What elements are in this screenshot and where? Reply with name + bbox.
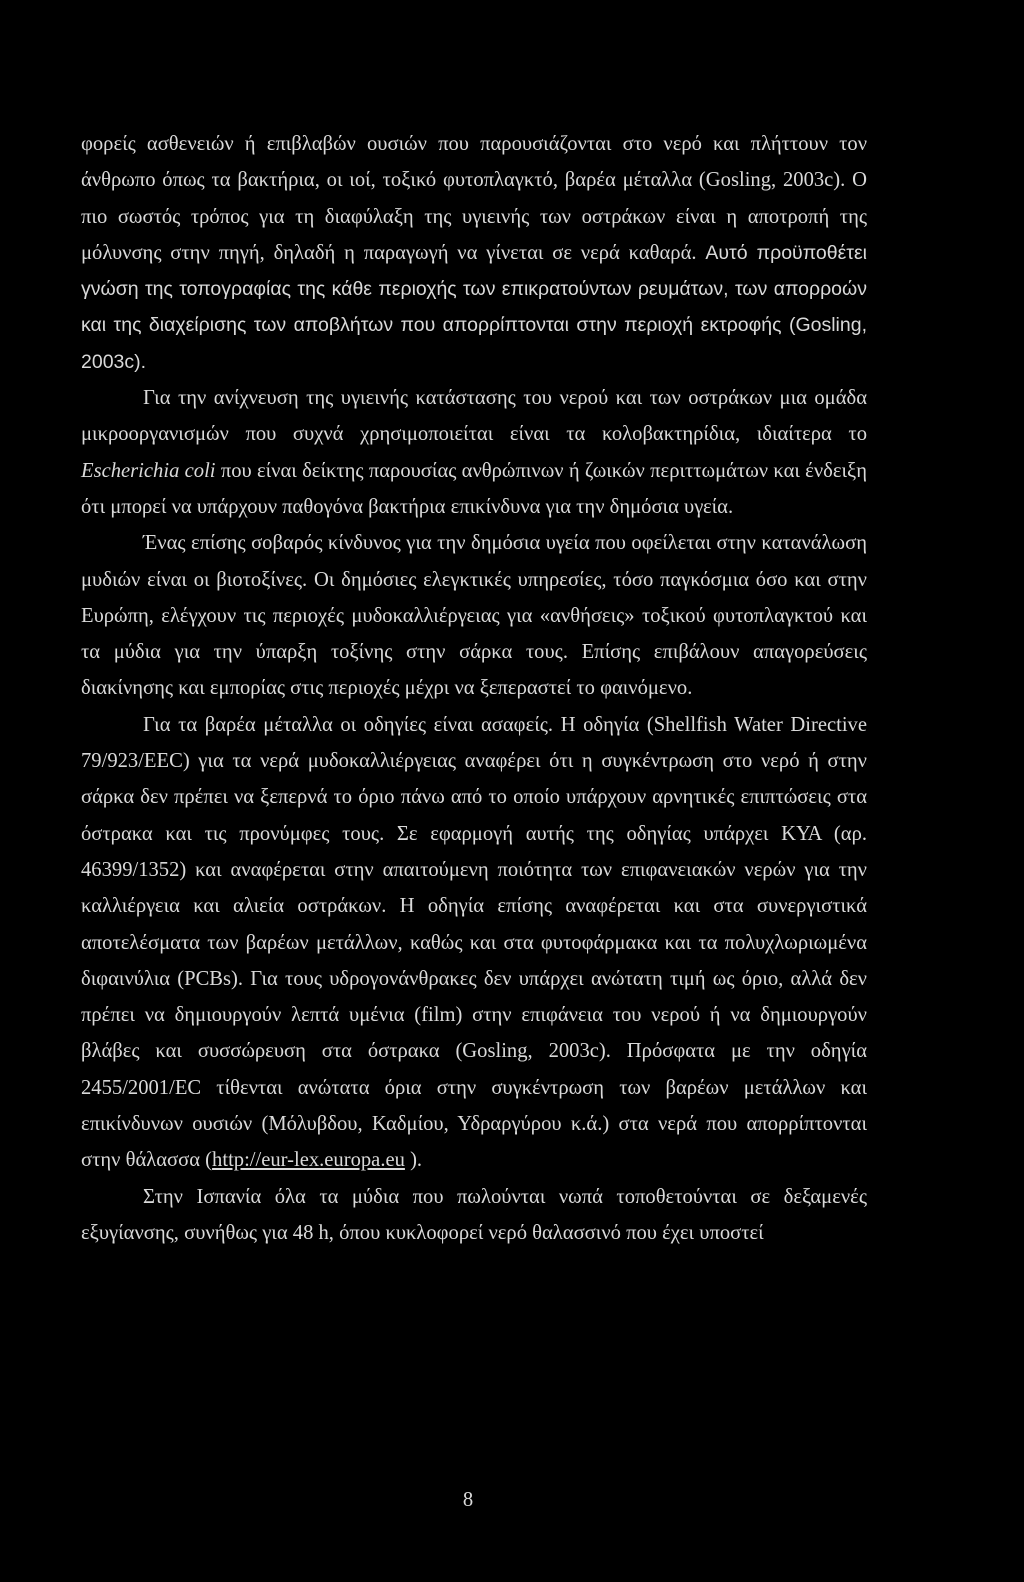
paragraph-4-text: Για τα βαρέα μέταλλα οι οδηγίες είναι ασαφείς. Η οδηγία (Shellfish Water Directive 79/923/EEC) για τα νερά μυδοκαλλιέργειας αναφέρει ότι η συγκέντρωση στο νερό ή στην σάρκα δεν πρέπει να ξεπερνά το όριο πάνω από το οποίο υπάρχουν αρνητικές επιπτώσεις στα όστρακα και τις προνύμφες τους. Σε εφαρμογή αυτής της οδηγίας υπάρχει ΚΥΑ (αρ. 46399/1352) και αναφέρεται στην απαιτούμενη ποιότητα των επιφανειακών νερών για την καλλιέργεια και αλιεία οστράκων. Η οδηγία επίσης αναφέρεται και στα συνεργιστικά αποτελέσματα των βαρέων μετάλλων, καθώς και στα φυτοφάρμακα και τα πολυχλωριωμένα διφαινύλια (PCBs). Για τους υδρογονάνθρακες δεν υπάρχει ανώτατη τιμή ως όριο, αλλά δεν πρέπει να δημιουργούν λεπτά υμένια (film) στην επιφάνεια του νερού ή να δημιουργούν βλάβες και συσσώρευση στα όστρακα (Gosling, 2003c). Πρόσφατα με την οδηγία 2455/2001/EC τίθενται ανώτατα όρια στην συγκέντρωση των βαρέων μετάλλων και επικίνδυνων ουσιών (Μόλυβδου, Καδμίου, Υδραργύρου κ.ά.) στα νερά που απορρίπτονται στην θάλασσα ( xyxy=(81,713,867,1172)
paragraph-3: Ένας επίσης σοβαρός κίνδυνος για την δημόσια υγεία που οφείλεται στην κατανάλωση μυδιών είναι οι βιοτοξίνες. Οι δημόσιες ελεγκτικές υπηρεσίες, τόσο παγκόσμια όσο και στην Ευρώπη, ελέγχουν τις περιοχές μυδοκαλλιέργειας για «ανθήσεις» τοξικού φυτοπλαγκτού και τα μύδια για την ύπαρξη τοξίνης στην σάρκα τους. Επίσης επιβάλουν απαγορεύσεις διακίνησης και εμπορίας στις περιοχές μέχρι να ξεπεραστεί το φαινόμενο. xyxy=(81,532,867,700)
paragraph-4-closing: ). xyxy=(404,1149,423,1172)
paragraph-1-part-a: φορείς ασθενειών ή επιβλαβών ουσιών που παρουσιάζονται στο νερό και πλήττουν τον άνθρωπο όπως τα βακτήρια, οι ιοί, τοξικό φυτοπλαγκτό, βαρέα μέταλλα (Gosling, 2003c). Ο πιο σωστός τρόπος για τη διαφύλαξη της υγιεινής των οστράκων είναι η αποτροπή της μόλυνσης στην πηγή, δηλαδή η παραγωγή να γίνεται σε νερά καθαρά. xyxy=(81,133,867,264)
paragraph-2-text-start: Για την ανίχνευση της υγιεινής κατάστασης του νερού και των οστράκων μια ομάδα μικροοργανισμών που συχνά χρησιμοποιείται είναι τα κολοβακτηρίδια, ιδιαίτερα το xyxy=(81,387,867,446)
paragraph-2 xyxy=(81,380,867,525)
page-number: 8 xyxy=(462,1489,474,1511)
paragraph-2-text-end: που είναι δείκτης παρουσίας ανθρώπινων ή ζωικών περιττωμάτων και ένδειξη ότι μπορεί να υπάρχουν παθογόνα βακτήρια επικίνδυνα για την δημόσια υγεία. xyxy=(81,459,867,518)
eur-lex-link[interactable]: http://eur-lex.europa.eu xyxy=(212,1149,405,1172)
paragraph-1-part-b: Αυτό προϋποθέτει γνώση της τοπογραφίας της κάθε περιοχής των επικρατούντων ρευμάτων, των απορροών και της διαχείρισης των αποβλήτων που απορρίπτονται στην περιοχή εκτροφής (Gosling, 2003c). xyxy=(81,241,867,373)
paragraph-4 xyxy=(81,707,867,1179)
document-body xyxy=(81,126,867,1251)
paragraph-5: Στην Ισπανία όλα τα μύδια που πωλούνται νωπά τοποθετούνται σε δεξαμενές εξυγίανσης, συνήθως για 48 h, όπου κυκλοφορεί νερό θαλασσινό που έχει υποστεί xyxy=(81,1185,867,1244)
species-name: Escherichia coli xyxy=(81,459,216,482)
paragraph-1 xyxy=(81,126,867,380)
